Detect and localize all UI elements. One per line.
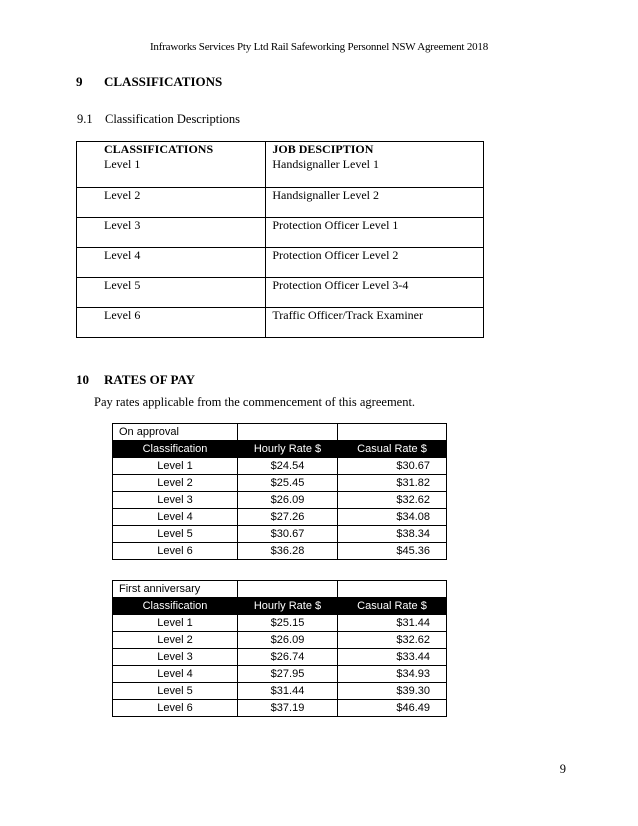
job-description-cell: Protection Officer Level 1 xyxy=(266,218,484,248)
level-cell: Level 1 xyxy=(113,615,238,632)
page-header: Infraworks Services Pty Ltd Rail Safeworking Personnel NSW Agreement 2018 xyxy=(149,41,489,53)
hourly-rate-cell: $36.28 xyxy=(238,543,338,560)
pay-table-title: On approval xyxy=(113,424,238,441)
classification-cell: Level 6 xyxy=(77,308,266,338)
section-title: CLASSIFICATIONS xyxy=(104,74,223,89)
section-9-heading xyxy=(76,74,222,90)
level-cell: Level 3 xyxy=(113,492,238,509)
table-row xyxy=(77,188,484,218)
pay-table-header-row xyxy=(113,598,447,615)
table-row xyxy=(77,157,484,188)
pay-table-on-approval xyxy=(112,423,447,560)
page-number: 9 xyxy=(559,762,566,776)
casual-rate-cell: $33.44 xyxy=(338,649,447,666)
job-description-cell: Handsignaller Level 2 xyxy=(266,188,484,218)
table-row xyxy=(113,509,447,526)
classification-cell: Level 2 xyxy=(77,188,266,218)
table-row xyxy=(77,308,484,338)
casual-rate-cell: $38.34 xyxy=(338,526,447,543)
job-description-cell: Traffic Officer/Track Examiner xyxy=(266,308,484,338)
subsection-title: Classification Descriptions xyxy=(105,112,241,126)
casual-rate-cell: $30.67 xyxy=(338,458,447,475)
pay-rates-intro: Pay rates applicable from the commencement of this agreement. xyxy=(94,395,416,409)
hourly-rate-cell: $25.45 xyxy=(238,475,338,492)
casual-rate-cell: $31.82 xyxy=(338,475,447,492)
casual-rate-cell: $34.08 xyxy=(338,509,447,526)
level-cell: Level 2 xyxy=(113,475,238,492)
hourly-rate-cell: $25.15 xyxy=(238,615,338,632)
table-row xyxy=(113,458,447,475)
pay-table-title: First anniversary xyxy=(113,581,238,598)
subsection-9-1-heading xyxy=(77,112,240,127)
section-number: 10 xyxy=(76,372,89,387)
header-classification: Classification xyxy=(113,441,238,458)
casual-rate-cell: $39.30 xyxy=(338,683,447,700)
hourly-rate-cell: $30.67 xyxy=(238,526,338,543)
header-hourly-rate: Hourly Rate $ xyxy=(238,598,338,615)
table-row xyxy=(113,700,447,717)
level-cell: Level 5 xyxy=(113,683,238,700)
job-description-cell: Protection Officer Level 2 xyxy=(266,248,484,278)
table-row xyxy=(77,218,484,248)
casual-rate-cell: $32.62 xyxy=(338,492,447,509)
table-row xyxy=(113,683,447,700)
header-classification: Classification xyxy=(113,598,238,615)
subsection-number: 9.1 xyxy=(77,112,93,126)
level-cell: Level 4 xyxy=(113,666,238,683)
hourly-rate-cell: $26.74 xyxy=(238,649,338,666)
level-cell: Level 3 xyxy=(113,649,238,666)
header-hourly-rate: Hourly Rate $ xyxy=(238,441,338,458)
classification-cell: Level 3 xyxy=(77,218,266,248)
level-cell: Level 2 xyxy=(113,632,238,649)
hourly-rate-cell: $27.95 xyxy=(238,666,338,683)
table-row xyxy=(113,615,447,632)
hourly-rate-cell: $24.54 xyxy=(238,458,338,475)
pay-table-title-row xyxy=(113,581,447,598)
classification-cell: Level 4 xyxy=(77,248,266,278)
level-cell: Level 6 xyxy=(113,700,238,717)
table-row xyxy=(113,526,447,543)
header-job-description: JOB DESCIPTION xyxy=(266,142,484,158)
empty-cell xyxy=(338,424,447,441)
table-row xyxy=(113,475,447,492)
casual-rate-cell: $45.36 xyxy=(338,543,447,560)
hourly-rate-cell: $27.26 xyxy=(238,509,338,526)
header-casual-rate: Casual Rate $ xyxy=(338,441,447,458)
hourly-rate-cell: $31.44 xyxy=(238,683,338,700)
table-row xyxy=(113,492,447,509)
empty-cell xyxy=(238,424,338,441)
level-cell: Level 6 xyxy=(113,543,238,560)
classification-table xyxy=(76,141,484,338)
header-classifications: CLASSIFICATIONS xyxy=(77,142,266,158)
level-cell: Level 1 xyxy=(113,458,238,475)
hourly-rate-cell: $26.09 xyxy=(238,492,338,509)
table-row xyxy=(113,649,447,666)
casual-rate-cell: $31.44 xyxy=(338,615,447,632)
table-header-row xyxy=(77,142,484,158)
empty-cell xyxy=(238,581,338,598)
level-cell: Level 5 xyxy=(113,526,238,543)
casual-rate-cell: $32.62 xyxy=(338,632,447,649)
casual-rate-cell: $34.93 xyxy=(338,666,447,683)
pay-table-title-row xyxy=(113,424,447,441)
classification-cell: Level 1 xyxy=(77,157,266,188)
header-casual-rate: Casual Rate $ xyxy=(338,598,447,615)
table-row xyxy=(113,543,447,560)
section-title: RATES OF PAY xyxy=(104,372,196,387)
table-row xyxy=(113,632,447,649)
casual-rate-cell: $46.49 xyxy=(338,700,447,717)
job-description-cell: Handsignaller Level 1 xyxy=(266,157,484,188)
classification-cell: Level 5 xyxy=(77,278,266,308)
hourly-rate-cell: $37.19 xyxy=(238,700,338,717)
table-row xyxy=(113,666,447,683)
section-10-heading xyxy=(76,372,195,388)
empty-cell xyxy=(338,581,447,598)
pay-table-first-anniversary xyxy=(112,580,447,717)
level-cell: Level 4 xyxy=(113,509,238,526)
section-number: 9 xyxy=(76,74,83,89)
job-description-cell: Protection Officer Level 3-4 xyxy=(266,278,484,308)
hourly-rate-cell: $26.09 xyxy=(238,632,338,649)
table-row xyxy=(77,248,484,278)
pay-table-header-row xyxy=(113,441,447,458)
table-row xyxy=(77,278,484,308)
